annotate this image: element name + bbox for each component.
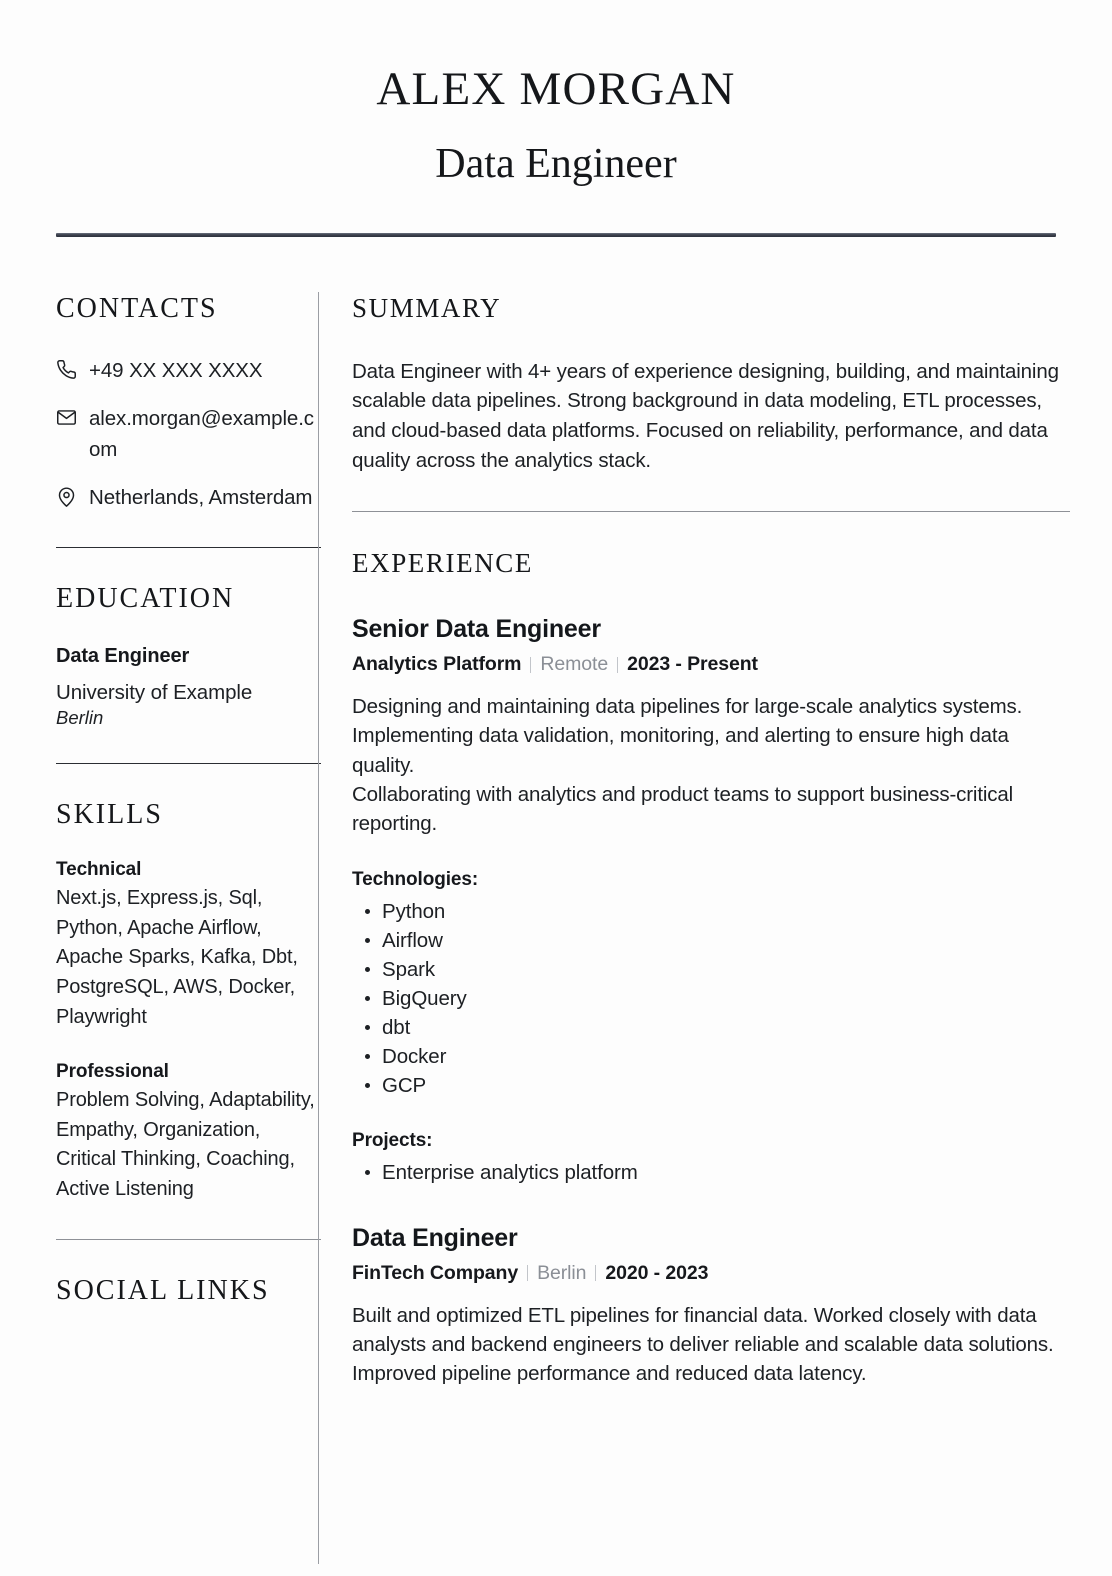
- list-item: Enterprise analytics platform: [352, 1158, 1070, 1187]
- job-company: Analytics Platform: [352, 653, 522, 676]
- skill-group-values: Next.js, Express.js, Sql, Python, Apache Airflow, Apache Sparks, Kafka, Dbt, PostgreSQL, AWS, Docker, Playwright: [56, 886, 298, 1029]
- list-item: BigQuery: [352, 984, 1070, 1013]
- job-description: Designing and maintaining data pipelines for large-scale analytics systems. Implementing data validation, monitoring, and alerting to ensure high data quality.: [352, 695, 1023, 777]
- meta-separator-icon: [617, 657, 618, 673]
- section-social-links: [56, 1276, 318, 1307]
- summary-heading: SUMMARY: [352, 292, 502, 323]
- contact-location[interactable]: [56, 482, 318, 513]
- job-location: Berlin: [537, 1261, 587, 1284]
- sidebar-divider-2: [56, 763, 321, 764]
- skill-group-professional: [56, 1061, 318, 1205]
- skill-group-values: Problem Solving, Adaptability, Empathy, Organization, Critical Thinking, Coaching, Active Listening: [56, 1088, 315, 1201]
- contact-phone[interactable]: [56, 355, 318, 386]
- candidate-job-title: Data Engineer: [435, 141, 677, 188]
- sidebar: [0, 237, 318, 1564]
- technologies-label: Technologies:: [352, 868, 479, 890]
- skill-group-label: Technical: [56, 858, 142, 880]
- contact-location-value: Netherlands, Amsterdam: [89, 486, 313, 510]
- job-company: FinTech Company: [352, 1261, 519, 1284]
- job-location: Remote: [540, 653, 609, 676]
- candidate-name: ALEX MORGAN: [376, 63, 736, 115]
- job-dates: 2023 - Present: [627, 653, 758, 676]
- education-degree: Data Engineer: [56, 645, 190, 668]
- list-item: dbt: [352, 1013, 1070, 1042]
- contact-list: [56, 355, 318, 514]
- contact-email-value: alex.morgan@example.com: [89, 406, 314, 461]
- sidebar-divider-1: [56, 547, 321, 548]
- education-school: University of Example: [56, 681, 253, 705]
- list-item: Python: [352, 897, 1070, 926]
- education-heading: EDUCATION: [56, 583, 235, 615]
- experience-heading: EXPERIENCE: [352, 548, 533, 579]
- resume-body: [0, 237, 1112, 1564]
- job-description: Built and optimized ETL pipelines for financial data. Worked closely with data analysts and backend engineers to deliver reliable and scalable data solutions. Improved pipeline performance and reduced data latency.: [352, 1303, 1054, 1386]
- job-role: Data Engineer: [352, 1223, 518, 1252]
- education-city: Berlin: [56, 707, 104, 729]
- list-item: Airflow: [352, 926, 1070, 955]
- job-meta: [352, 1262, 1070, 1285]
- meta-separator-icon: [530, 657, 531, 673]
- section-experience: [352, 549, 1070, 1388]
- skills-heading: SKILLS: [56, 799, 163, 831]
- projects-list: [352, 1158, 1070, 1187]
- summary-text: Data Engineer with 4+ years of experience designing, building, and maintaining scalable data pipelines. Strong background in data modeling, ETL processes, and cloud-based data platforms. Focused on reliability, performance, and data quality across the analytics stack.: [352, 359, 1059, 472]
- skill-group-label: Professional: [56, 1060, 169, 1082]
- resume-header: [0, 0, 1112, 190]
- section-summary: [352, 294, 1070, 476]
- job-meta: [352, 653, 1070, 676]
- meta-separator-icon: [595, 1265, 596, 1281]
- social-links-heading: SOCIAL LINKS: [56, 1275, 270, 1307]
- job-dates: 2020 - 2023: [605, 1261, 709, 1284]
- list-item: Docker: [352, 1042, 1070, 1071]
- section-contacts: [56, 294, 318, 513]
- main-divider-1: [352, 511, 1070, 512]
- list-item: Spark: [352, 955, 1070, 984]
- location-pin-icon: [56, 482, 77, 507]
- job-description: Collaborating with analytics and product teams to support business-critical reporting.: [352, 783, 1014, 836]
- contact-email[interactable]: [56, 403, 318, 465]
- section-education: [56, 584, 318, 729]
- contacts-heading: CONTACTS: [56, 292, 218, 324]
- technologies-list: [352, 897, 1070, 1101]
- section-skills: [56, 800, 318, 1205]
- phone-icon: [56, 355, 77, 380]
- projects-label: Projects:: [352, 1130, 433, 1152]
- main-column: [319, 237, 1112, 1564]
- meta-separator-icon: [527, 1265, 528, 1281]
- experience-item: [352, 615, 1070, 1187]
- job-role: Senior Data Engineer: [352, 615, 601, 644]
- email-icon: [56, 403, 77, 428]
- experience-item: [352, 1224, 1070, 1389]
- sidebar-divider-3: [56, 1239, 321, 1240]
- contact-phone-value: +49 XX XXX XXXX: [89, 358, 263, 382]
- list-item: GCP: [352, 1071, 1070, 1100]
- skill-group-technical: [56, 859, 318, 1033]
